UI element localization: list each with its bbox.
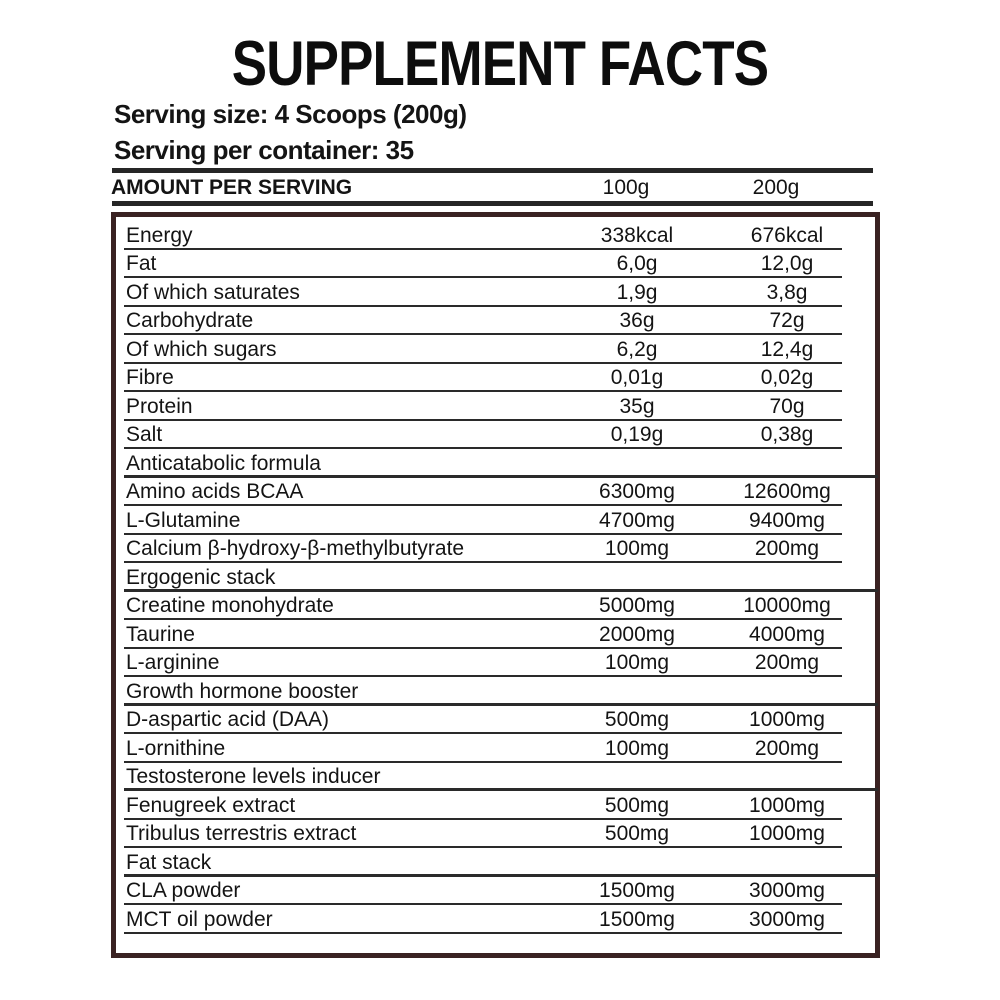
divider-below-header xyxy=(112,201,873,206)
column-header-100g: 100g xyxy=(602,176,650,199)
amount-200g: 9400mg xyxy=(749,508,825,532)
table-row xyxy=(116,877,875,906)
ingredient-name: D-aspartic acid (DAA) xyxy=(126,708,330,731)
section-row xyxy=(116,677,875,706)
amount-per-serving-header: AMOUNT PER SERVING xyxy=(111,176,353,199)
amount-200g: 1000mg xyxy=(749,822,825,845)
serving-size-line: Serving size: 4 Scoops (200g) xyxy=(114,99,467,129)
ingredient-name: Of which saturates xyxy=(126,280,300,304)
ingredient-name: Of which sugars xyxy=(126,337,277,361)
amount-200g: 1000mg xyxy=(749,708,825,731)
ingredient-name: Tribulus terrestris extract xyxy=(126,822,357,845)
ingredient-name: L-arginine xyxy=(126,651,220,674)
divider-top xyxy=(112,168,873,173)
amount-100g: 1500mg xyxy=(599,879,675,902)
table-row xyxy=(116,392,875,421)
section-title: Ergogenic stack xyxy=(126,565,276,589)
table-header-row xyxy=(111,175,862,200)
table-row xyxy=(116,478,875,507)
amount-200g: 72g xyxy=(769,309,805,332)
table-row xyxy=(116,592,875,621)
amount-100g: 6,2g xyxy=(616,337,658,361)
amount-200g: 3,8g xyxy=(766,280,808,304)
table-row xyxy=(116,221,875,250)
ingredient-name: Taurine xyxy=(126,622,195,646)
amount-100g: 35g xyxy=(619,394,655,418)
table-row xyxy=(116,250,875,279)
ingredient-name: Fibre xyxy=(126,366,174,389)
ingredient-name: Fenugreek extract xyxy=(126,793,296,817)
ingredient-name: Fat xyxy=(126,252,157,275)
table-row xyxy=(116,905,875,934)
section-title: Testosterone levels inducer xyxy=(126,765,381,788)
ingredient-name: CLA powder xyxy=(126,879,241,902)
amount-100g: 100mg xyxy=(604,736,670,760)
amount-100g: 5000mg xyxy=(599,594,675,617)
ingredient-name: Creatine monohydrate xyxy=(126,594,334,617)
amount-200g: 12,4g xyxy=(760,337,814,361)
label-title: SUPPLEMENT FACTS xyxy=(231,29,769,99)
ingredient-name: Calcium β-hydroxy-β-methylbutyrate xyxy=(126,537,465,560)
amount-200g: 1000mg xyxy=(749,793,825,817)
ingredient-name: Carbohydrate xyxy=(126,309,254,332)
section-row xyxy=(116,449,875,478)
amount-100g: 36g xyxy=(619,309,655,332)
ingredient-name: Protein xyxy=(126,394,193,418)
amount-200g: 200mg xyxy=(754,651,820,674)
table-row xyxy=(116,649,875,678)
table-row xyxy=(116,734,875,763)
table-row xyxy=(116,706,875,735)
table-row xyxy=(116,535,875,564)
amount-200g: 4000mg xyxy=(749,622,825,646)
section-title: Fat stack xyxy=(126,850,212,874)
table-row xyxy=(116,506,875,535)
table-row xyxy=(116,421,875,450)
section-row xyxy=(116,763,875,792)
amount-200g: 70g xyxy=(769,394,805,418)
amount-200g: 3000mg xyxy=(749,907,825,931)
amount-200g: 0,38g xyxy=(760,423,814,446)
table-row xyxy=(116,307,875,336)
table-row xyxy=(116,335,875,364)
amount-200g: 0,02g xyxy=(760,366,814,389)
amount-100g: 2000mg xyxy=(599,622,675,646)
table-row xyxy=(116,278,875,307)
ingredient-name: L-ornithine xyxy=(126,736,226,760)
amount-200g: 12,0g xyxy=(760,252,814,275)
table-row xyxy=(116,364,875,393)
amount-200g: 200mg xyxy=(754,537,820,560)
amount-100g: 500mg xyxy=(604,708,670,731)
amount-100g: 500mg xyxy=(604,822,670,845)
amount-200g: 3000mg xyxy=(749,879,825,902)
servings-per-container-line: Serving per container: 35 xyxy=(114,135,414,165)
amount-200g: 200mg xyxy=(754,736,820,760)
table-row xyxy=(116,791,875,820)
table-row xyxy=(116,620,875,649)
row-underline xyxy=(124,932,842,934)
amount-100g: 1500mg xyxy=(599,907,675,931)
amount-100g: 6,0g xyxy=(616,252,658,275)
amount-200g: 676kcal xyxy=(750,223,824,247)
amount-100g: 0,01g xyxy=(610,366,664,389)
amount-100g: 500mg xyxy=(604,793,670,817)
amount-200g: 12600mg xyxy=(743,480,831,503)
ingredient-name: L-Glutamine xyxy=(126,508,241,532)
ingredient-name: Salt xyxy=(126,423,163,446)
ingredient-name: Energy xyxy=(126,223,193,247)
amount-100g: 100mg xyxy=(604,537,670,560)
column-header-200g: 200g xyxy=(752,176,800,199)
facts-table xyxy=(111,212,880,958)
ingredient-name: MCT oil powder xyxy=(126,907,273,931)
ingredient-name: Amino acids BCAA xyxy=(126,480,304,503)
section-title: Anticatabolic formula xyxy=(126,451,321,475)
amount-100g: 6300mg xyxy=(599,480,675,503)
amount-100g: 100mg xyxy=(604,651,670,674)
amount-100g: 0,19g xyxy=(610,423,664,446)
amount-100g: 1,9g xyxy=(616,280,658,304)
table-row xyxy=(116,820,875,849)
amount-100g: 338kcal xyxy=(600,223,674,247)
amount-200g: 10000mg xyxy=(743,594,831,617)
section-title: Growth hormone booster xyxy=(126,679,359,703)
section-row xyxy=(116,563,875,592)
section-row xyxy=(116,848,875,877)
amount-100g: 4700mg xyxy=(599,508,675,532)
